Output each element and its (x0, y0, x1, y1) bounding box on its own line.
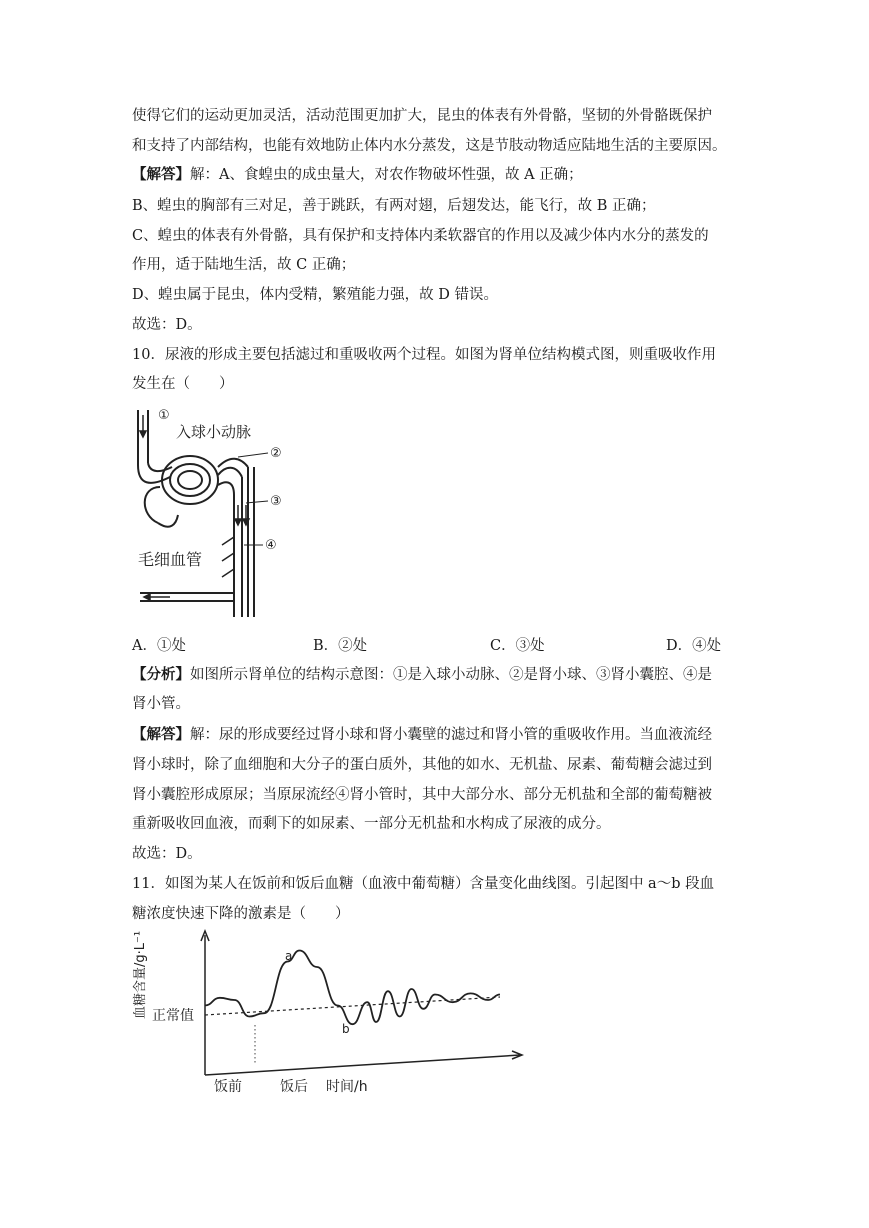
answer-text: 解：A、食蝗虫的成虫量大，对农作物破坏性强，故 A 正确； (190, 167, 583, 183)
x-axis-label: 时间/h (326, 1079, 368, 1095)
y-axis-label: 血糖含量/g·L⁻¹ (133, 930, 148, 1019)
label-1: ① (158, 408, 170, 423)
q10-answer-line: 肾小囊腔形成原尿；当原尿流经④肾小管时，其中大部分水、部分无机盐和全部的葡萄糖被 (132, 787, 712, 803)
normal-value-line (205, 997, 500, 1015)
q10-answer-line: 肾小球时，除了血细胞和大分子的蛋白质外，其他的如水、无机盐、尿素、葡萄糖会滤过到 (132, 757, 712, 773)
arteriole-label: 入球小动脉 (176, 423, 252, 441)
option-c[interactable]: C．③处 (490, 638, 545, 654)
q10-answer-line (132, 725, 712, 745)
q9-text-line: 和支持了内部结构，也能有效地防止体内水分蒸发，这是节肢动物适应陆地生活的主要原因。 (132, 138, 727, 154)
x-axis (205, 1055, 520, 1075)
q10-stem: 10．尿液的形成主要包括滤过和重吸收两个过程。如图为肾单位结构模式图，则重吸收作用 (132, 347, 716, 363)
q11-stem: 11．如图为某人在饭前和饭后血糖（血液中葡萄糖）含量变化曲线图。引起图中 a～b 段血 (132, 876, 715, 892)
nephron-figure (130, 405, 305, 625)
normal-value-label: 正常值 (152, 1008, 194, 1024)
q9-answer-line: D、蝗虫属于昆虫，体内受精，繁殖能力强，故 D 错误。 (132, 287, 498, 303)
label-4: ④ (265, 538, 277, 553)
label-2: ② (270, 446, 282, 461)
option-a[interactable]: A．①处 (132, 638, 186, 654)
q10-analysis-line: 肾小管。 (132, 696, 190, 712)
point-label-b: b (342, 1022, 350, 1036)
analysis-tag: 【分析】 (132, 666, 190, 683)
x-tick-before-meal: 饭前 (214, 1079, 242, 1095)
analysis-text: 如图所示肾单位的结构示意图：①是入球小动脉、②是肾小球、③肾小囊腔、④是 (190, 667, 712, 683)
q10-choice: 故选：D。 (132, 846, 202, 862)
q9-answer-line: B、蝗虫的胸部有三对足，善于跳跃，有两对翅，后翅发达，能飞行，故 B 正确； (132, 198, 656, 214)
q11-stem: 糖浓度快速下降的激素是（ ） (132, 906, 350, 922)
q9-answer-line: 作用，适于陆地生活，故 C 正确； (132, 257, 356, 273)
q10-analysis-line (132, 665, 712, 685)
answer-tag: 【解答】 (132, 726, 190, 743)
blood-sugar-curve (205, 951, 500, 1025)
point-label-a: a (285, 949, 293, 963)
label-3: ③ (270, 494, 282, 509)
q10-stem: 发生在（ ） (132, 376, 234, 392)
capillary-label: 毛细血管 (138, 550, 203, 569)
q9-choice: 故选：D。 (132, 317, 202, 333)
q9-answer-line (132, 165, 583, 185)
answer-tag: 【解答】 (132, 166, 190, 183)
x-tick-after-meal: 饭后 (280, 1079, 308, 1095)
answer-text: 解：尿的形成要经过肾小球和肾小囊壁的滤过和肾小管的重吸收作用。当血液流经 (190, 727, 712, 743)
q10-answer-line: 重新吸收回血液，而剩下的如尿素、一部分无机盐和水构成了尿液的成分。 (132, 816, 611, 832)
option-d[interactable]: D．④处 (666, 638, 722, 654)
q9-text-line: 使得它们的运动更加灵活，活动范围更加扩大，昆虫的体表有外骨骼，坚韧的外骨骼既保护 (132, 108, 712, 124)
option-b[interactable]: B．②处 (313, 638, 368, 654)
q9-answer-line: C、蝗虫的体表有外骨骼，具有保护和支持体内柔软器官的作用以及减少体内水分的蒸发的 (132, 228, 709, 244)
blood-sugar-chart (130, 925, 530, 1095)
